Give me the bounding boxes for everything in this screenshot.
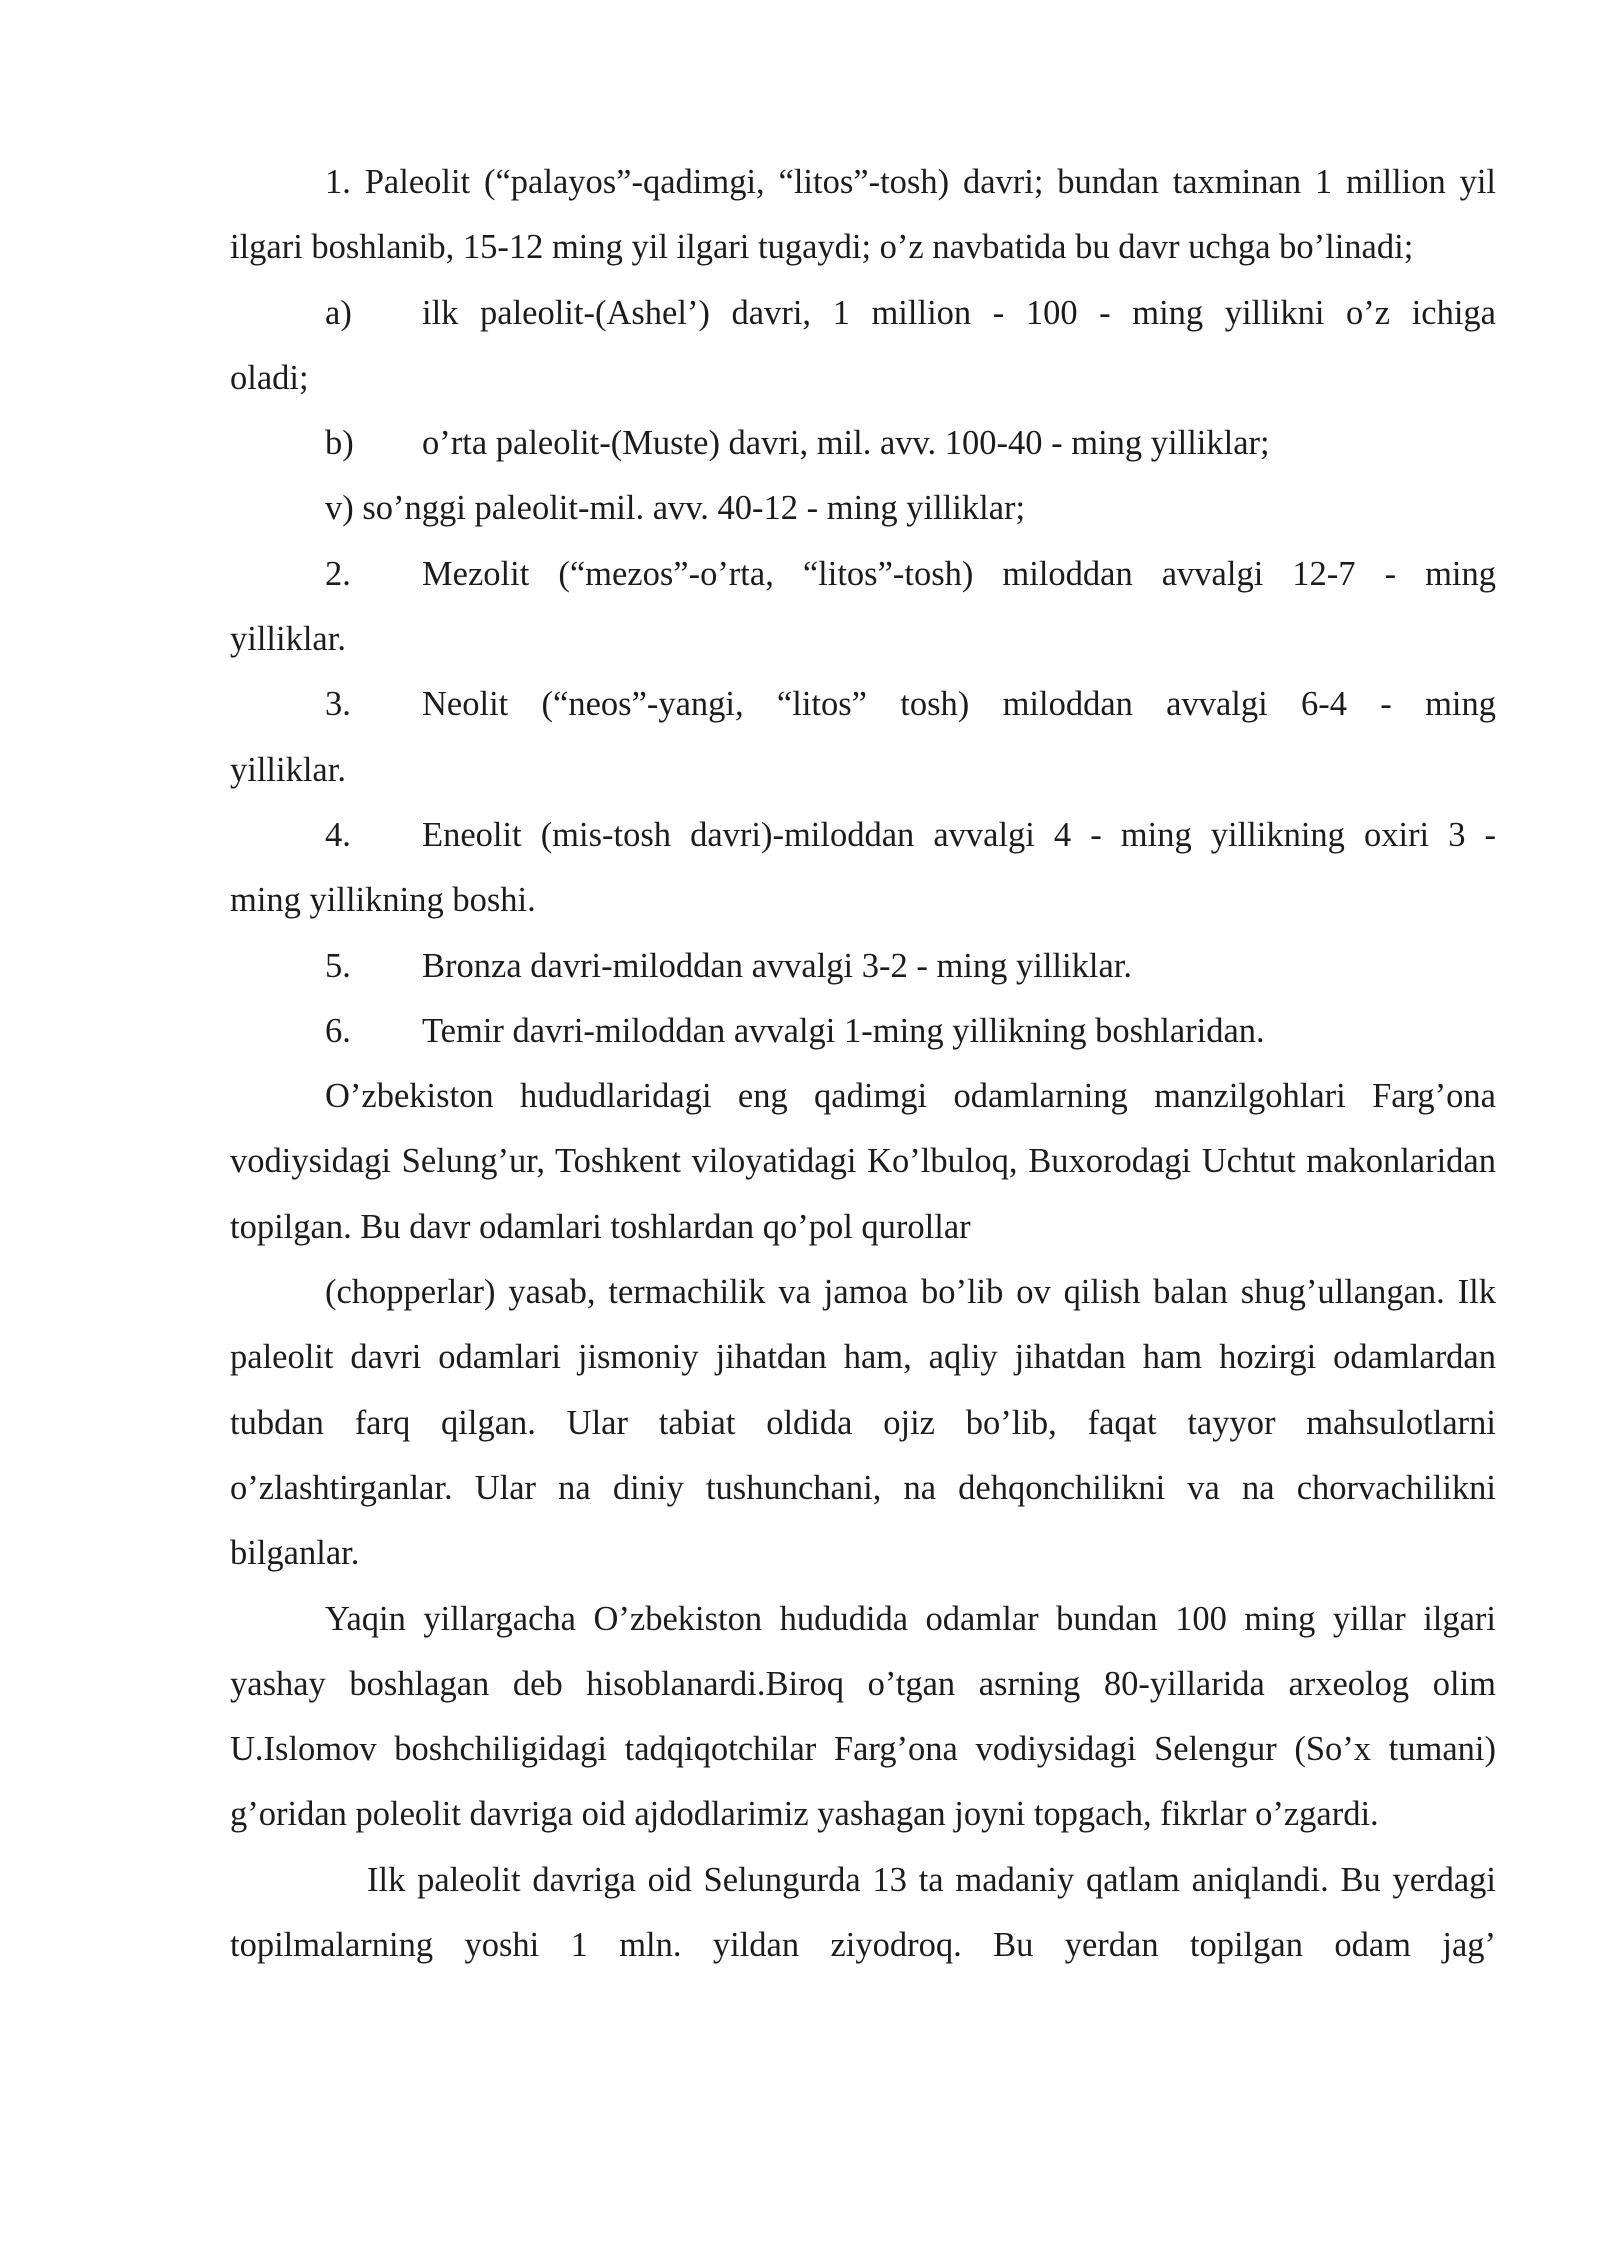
paragraph-earliest-settlements: O’zbekiston hududlaridagi eng qadimgi odamlarning manzilgohlari Farg’ona vodiysidagi Selung’ur, Toshkent viloyatidagi Ko’lbuloq, Buxorodagi Uchtut makonlaridan topilgan. Bu davr odamlari toshlardan qo’pol qurollar <box>230 1077 1496 1246</box>
list-item-6-text: Temir davri-miloddan avvalgi 1-ming yillikning boshlaridan. <box>422 1011 1265 1050</box>
paragraph-paleolit: 1. Paleolit (“palayos”-qadimgi, “litos”-tosh) davri; bundan taxminan 1 million yil ilgari boshlanib, 15-12 ming yil ilgari tugaydi; o’z navbatida bu davr uchga bo’linadi; <box>230 163 1496 267</box>
list-marker-b: b) <box>325 424 354 463</box>
list-item-2 <box>230 542 1496 607</box>
list-item-5-text: Bronza davri-miloddan avvalgi 3-2 - ming yilliklar. <box>422 946 1132 985</box>
list-item-a-text: ilk paleolit-(Ashel’) davri, 1 million - 100 - ming yillikni o’z ichiga <box>422 293 1496 332</box>
paragraph-selengur-discovery: Yaqin yillargacha O’zbekiston hududida odamlar bundan 100 ming yillar ilgari yashay boshlagan deb hisoblanardi.Biroq o’tgan asrning 80-yillarida arxeolog olim U.Islomov boshchiligidagi tadqiqotchilar Farg’ona vodiysidagi Selengur (So’x tumani) g’oridan poleolit davriga oid ajdodlarimiz yashagan joyni topgach, fikrlar o’zgardi. <box>230 1599 1496 1834</box>
list-item-3 <box>230 672 1496 737</box>
list-item-v: v) so’nggi paleolit-mil. avv. 40-12 - ming yilliklar; <box>325 489 1026 528</box>
list-item-5 <box>230 934 1496 999</box>
list-item-a <box>230 281 1496 346</box>
paragraph-cultural-layers: Ilk paleolit davriga oid Selungurda 13 ta madaniy qatlam aniqlandi. Bu yerdagi topilmalarning yoshi 1 mln. yildan ziyodroq. Bu yerdan topilgan odam jag’ <box>230 1860 1496 1965</box>
list-marker-a: a) <box>325 293 352 332</box>
list-marker-6: 6. <box>325 1011 351 1050</box>
list-item-4-continuation: ming yillikning boshi. <box>230 881 536 920</box>
paragraph-choppers: (chopperlar) yasab, termachilik va jamoa bo’lib ov qilish balan shug’ullangan. Ilk paleolit davri odamlari jismoniy jihatdan ham, aqliy jihatdan ham hozirgi odamlardan tubdan farq qilgan. Ular tabiat oldida ojiz bo’lib, faqat tayyor mahsulotlarni o’zlashtirganlar. Ular na diniy tushunchani, na dehqonchilikni va na chorvachilikni bilganlar. <box>230 1273 1496 1573</box>
list-item-3-text: Neolit (“neos”-yangi, “litos” tosh) miloddan avvalgi 6-4 - ming <box>422 685 1496 724</box>
list-item-4-text: Eneolit (mis-tosh davri)-miloddan avvalgi 4 - ming yillikning oxiri 3 - <box>422 815 1496 854</box>
list-marker-2: 2. <box>325 554 351 593</box>
list-item-3-continuation: yilliklar. <box>230 750 346 789</box>
list-item-a-continuation: oladi; <box>230 358 309 397</box>
list-marker-3: 3. <box>325 685 351 724</box>
document-page <box>230 150 1496 1978</box>
list-item-b <box>230 411 1496 476</box>
list-marker-5: 5. <box>325 946 351 985</box>
list-item-4 <box>230 803 1496 868</box>
list-item-6 <box>230 999 1496 1064</box>
list-item-2-text: Mezolit (“mezos”-o’rta, “litos”-tosh) miloddan avvalgi 12-7 - ming <box>422 554 1496 593</box>
list-item-2-continuation: yilliklar. <box>230 620 346 659</box>
list-item-b-text: o’rta paleolit-(Muste) davri, mil. avv. 100-40 - ming yilliklar; <box>422 424 1270 463</box>
list-marker-4: 4. <box>325 815 351 854</box>
